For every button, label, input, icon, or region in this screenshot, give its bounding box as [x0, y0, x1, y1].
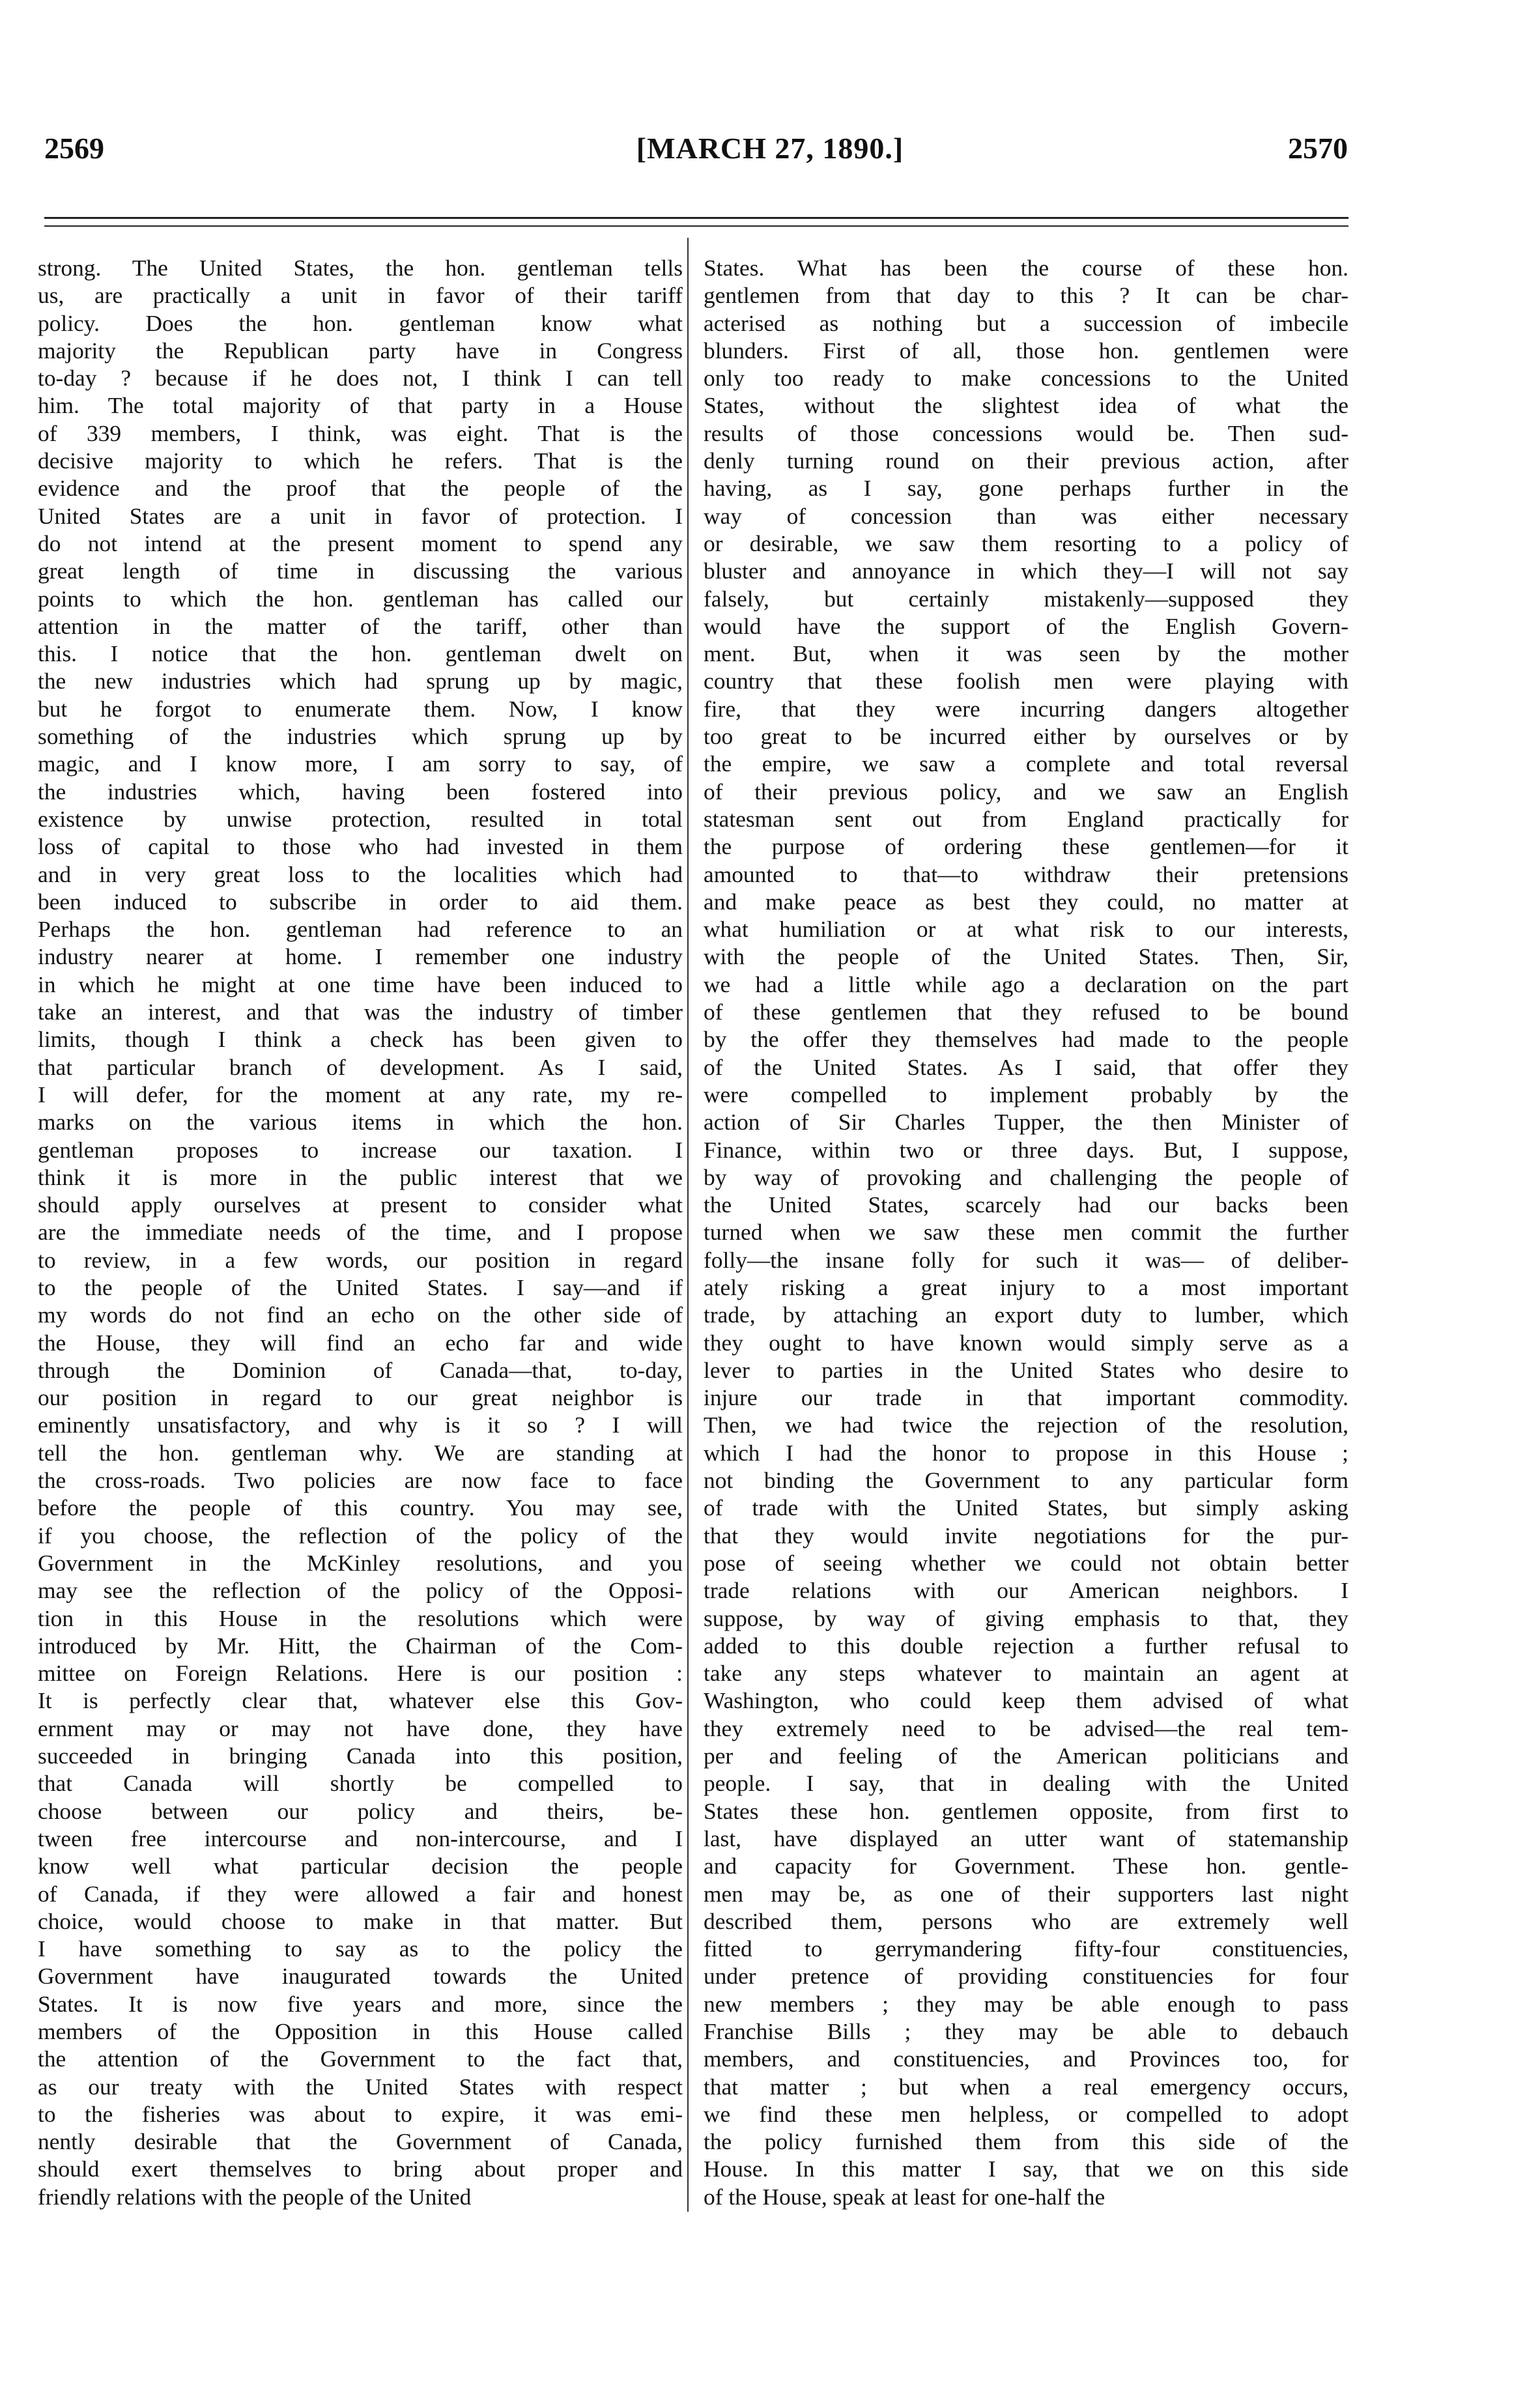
text-line: points to which the hon. gentleman has called our	[38, 585, 683, 612]
text-line: of Canada, if they were allowed a fair and honest	[38, 1880, 683, 1907]
text-line: take any steps whatever to maintain an agent at	[704, 1660, 1348, 1687]
text-line: know well what particular decision the people	[38, 1853, 683, 1879]
text-line: limits, though I think a check has been given to	[38, 1026, 683, 1053]
text-line: nently desirable that the Government of Canada,	[38, 2128, 683, 2155]
text-line: Finance, within two or three days. But, I suppose,	[704, 1136, 1348, 1163]
text-line: to review, in a few words, our position in regard	[38, 1246, 683, 1273]
text-line: the policy furnished them from this side of the	[704, 2128, 1348, 2155]
text-line: new members ; they may be able enough to pass	[704, 1990, 1348, 2017]
text-line: industry nearer at home. I remember one industry	[38, 943, 683, 970]
text-line: evidence and the proof that the people of the	[38, 475, 683, 502]
text-line: It is perfectly clear that, whatever else this Gov-	[38, 1687, 683, 1714]
text-line: and make peace as best they could, no matter at	[704, 888, 1348, 915]
text-line: Government in the McKinley resolutions, and you	[38, 1549, 683, 1576]
text-line: to-day ? because if he does not, I think I can tell	[38, 365, 683, 392]
text-line: ment. But, when it was seen by the mother	[704, 640, 1348, 667]
text-line: pose of seeing whether we could not obtain better	[704, 1549, 1348, 1576]
text-line: the House, they will find an echo far and wide	[38, 1329, 683, 1356]
text-line: been induced to subscribe in order to aid them.	[38, 888, 683, 915]
text-line: majority the Republican party have in Congress	[38, 337, 683, 364]
text-line: by the offer they themselves had made to the people	[704, 1026, 1348, 1053]
text-line: fitted to gerrymandering fifty-four constituencies,	[704, 1935, 1348, 1962]
text-line: per and feeling of the American politicians and	[704, 1743, 1348, 1769]
right-column	[704, 254, 1348, 2210]
text-line: not binding the Government to any particular form	[704, 1467, 1348, 1494]
text-line: only too ready to make concessions to the United	[704, 365, 1348, 392]
text-line: folly—the insane folly for such it was— of deliber-	[704, 1246, 1348, 1273]
text-line: before the people of this country. You may see,	[38, 1494, 683, 1521]
text-line: choice, would choose to make in that matter. But	[38, 1907, 683, 1934]
text-line: great length of time in discussing the various	[38, 558, 683, 584]
text-line: through the Dominion of Canada—that, to-day,	[38, 1356, 683, 1383]
text-line: that matter ; but when a real emergency occurs,	[704, 2073, 1348, 2100]
text-line: loss of capital to those who had invested in them	[38, 833, 683, 860]
text-line: in which he might at one time have been induced to	[38, 971, 683, 997]
text-line: may see the reflection of the policy of the Opposi-	[38, 1577, 683, 1604]
text-line: members, and constituencies, and Provinces too, for	[704, 2046, 1348, 2072]
text-line: the attention of the Government to the fact that,	[38, 2046, 683, 2072]
text-line: policy. Does the hon. gentleman know what	[38, 309, 683, 336]
text-line: with the people of the United States. Then, Sir,	[704, 943, 1348, 970]
text-line: I will defer, for the moment at any rate, my re-	[38, 1081, 683, 1107]
text-line: ately risking a great injury to a most important	[704, 1274, 1348, 1300]
text-line: we find these men helpless, or compelled to adopt	[704, 2100, 1348, 2127]
text-line: we had a little while ago a declaration on the part	[704, 971, 1348, 997]
text-line: way of concession than was either necessary	[704, 502, 1348, 529]
text-line: of the United States. As I said, that offer they	[704, 1053, 1348, 1080]
text-line: Washington, who could keep them advised of what	[704, 1687, 1348, 1714]
text-line: blunders. First of all, those hon. gentlemen were	[704, 337, 1348, 364]
text-line: mittee on Foreign Relations. Here is our position :	[38, 1660, 683, 1687]
text-line: if you choose, the reflection of the policy of the	[38, 1522, 683, 1549]
text-line: States these hon. gentlemen opposite, from first to	[704, 1797, 1348, 1824]
text-line: friendly relations with the people of the United	[38, 2183, 472, 2210]
text-line: added to this double rejection a further refusal to	[704, 1632, 1348, 1659]
text-line: denly turning round on their previous action, after	[704, 448, 1348, 474]
text-line: of these gentlemen that they refused to be bound	[704, 999, 1348, 1025]
text-line: the cross-roads. Two policies are now face to face	[38, 1467, 683, 1494]
text-line: us, are practically a unit in favor of their tariff	[38, 282, 683, 309]
text-line: I have something to say as to the policy the	[38, 1935, 683, 1962]
text-line: should apply ourselves at present to consider what	[38, 1192, 683, 1218]
text-line: under pretence of providing constituencies for four	[704, 1963, 1348, 1990]
text-line: as our treaty with the United States with respect	[38, 2073, 683, 2100]
text-line: they ought to have known would simply serve as a	[704, 1329, 1348, 1356]
text-line: eminently unsatisfactory, and why is it so ? I will	[38, 1412, 683, 1438]
text-line: last, have displayed an utter want of statemanship	[704, 1825, 1348, 1851]
text-line: or desirable, we saw them resorting to a policy of	[704, 530, 1348, 556]
text-line: United States are a unit in favor of protection. I	[38, 502, 683, 529]
header-rule	[44, 217, 1348, 219]
text-line: statesman sent out from England practically for	[704, 805, 1348, 832]
text-line: to the people of the United States. I say—and if	[38, 1274, 683, 1300]
text-line: but he forgot to enumerate them. Now, I know	[38, 695, 683, 722]
text-line: to the fisheries was about to expire, it was emi-	[38, 2100, 683, 2127]
text-line: tion in this House in the resolutions which were	[38, 1605, 683, 1631]
text-line: having, as I say, gone perhaps further in the	[704, 475, 1348, 502]
text-line: are the immediate needs of the time, and I propose	[38, 1219, 683, 1246]
text-line: introduced by Mr. Hitt, the Chairman of the Com-	[38, 1632, 683, 1659]
text-line: injure our trade in that important commodity.	[704, 1384, 1348, 1411]
text-line: succeeded in bringing Canada into this position,	[38, 1743, 683, 1769]
text-line: of the House, speak at least for one-half the	[704, 2183, 1105, 2210]
text-line: people. I say, that in dealing with the United	[704, 1770, 1348, 1797]
text-line: House. In this matter I say, that we on this side	[704, 2156, 1348, 2182]
text-line: that particular branch of development. As I said,	[38, 1053, 683, 1080]
left-column	[38, 254, 683, 2210]
text-line: States, without the slightest idea of what the	[704, 392, 1348, 419]
text-line: Franchise Bills ; they may be able to debauch	[704, 2018, 1348, 2044]
text-line: think it is more in the public interest that we	[38, 1164, 683, 1190]
right-page-number: 2570	[1288, 132, 1348, 165]
text-line: bluster and annoyance in which they—I will not say	[704, 558, 1348, 584]
text-line: falsely, but certainly mistakenly—supposed they	[704, 585, 1348, 612]
text-line: gentlemen from that day to this ? It can be char-	[704, 282, 1348, 309]
text-line: they extremely need to be advised—the real tem-	[704, 1715, 1348, 1741]
text-line: fire, that they were incurring dangers altogether	[704, 695, 1348, 722]
column-divider	[687, 238, 689, 2212]
text-line: too great to be incurred either by ourselves or by	[704, 723, 1348, 750]
text-line: described them, persons who are extremely well	[704, 1907, 1348, 1934]
text-line: by way of provoking and challenging the people of	[704, 1164, 1348, 1190]
text-line: should exert themselves to bring about proper and	[38, 2156, 683, 2182]
text-line: were compelled to implement probably by the	[704, 1081, 1348, 1107]
text-line: existence by unwise protection, resulted in total	[38, 805, 683, 832]
text-line: Government have inaugurated towards the United	[38, 1963, 683, 1990]
text-line: the purpose of ordering these gentlemen—for it	[704, 833, 1348, 860]
text-line: turned when we saw these men commit the further	[704, 1219, 1348, 1246]
text-line: marks on the various items in which the hon.	[38, 1109, 683, 1135]
text-line: the empire, we saw a complete and total reversal	[704, 750, 1348, 777]
text-line: take an interest, and that was the industry of timber	[38, 999, 683, 1025]
text-line: decisive majority to which he refers. That is the	[38, 448, 683, 474]
text-line: action of Sir Charles Tupper, the then Minister of	[704, 1109, 1348, 1135]
left-page-number: 2569	[44, 132, 104, 165]
text-line: suppose, by way of giving emphasis to that, they	[704, 1605, 1348, 1631]
text-line: what humiliation or at what risk to our interests,	[704, 916, 1348, 943]
text-line: would have the support of the English Govern-	[704, 612, 1348, 639]
text-line: States. What has been the course of these hon.	[704, 255, 1348, 281]
text-line: country that these foolish men were playing with	[704, 668, 1348, 694]
text-line: lever to parties in the United States who desire to	[704, 1356, 1348, 1383]
text-line: of their previous policy, and we saw an English	[704, 778, 1348, 805]
text-line: tween free intercourse and non-intercourse, and I	[38, 1825, 683, 1851]
text-line: Then, we had twice the rejection of the resolution,	[704, 1412, 1348, 1438]
text-line: of trade with the United States, but simply asking	[704, 1494, 1348, 1521]
text-line: and capacity for Government. These hon. gentle-	[704, 1853, 1348, 1879]
text-line: that Canada will shortly be compelled to	[38, 1770, 683, 1797]
text-line: magic, and I know more, I am sorry to say, of	[38, 750, 683, 777]
text-line: attention in the matter of the tariff, other than	[38, 612, 683, 639]
text-line: which I had the honor to propose in this House ;	[704, 1439, 1348, 1466]
text-line: the United States, scarcely had our backs been	[704, 1192, 1348, 1218]
text-line: our position in regard to our great neighbor is	[38, 1384, 683, 1411]
text-line: States. It is now five years and more, since the	[38, 1990, 683, 2017]
text-line: trade, by attaching an export duty to lumber, which	[704, 1302, 1348, 1328]
text-line: gentleman proposes to increase our taxation. I	[38, 1136, 683, 1163]
text-line: the new industries which had sprung up by magic,	[38, 668, 683, 694]
text-line: do not intend at the present moment to spend any	[38, 530, 683, 556]
text-line: this. I notice that the hon. gentleman dwelt on	[38, 640, 683, 667]
text-line: that they would invite negotiations for the pur-	[704, 1522, 1348, 1549]
text-line: men may be, as one of their supporters last night	[704, 1880, 1348, 1907]
text-line: and in very great loss to the localities which had	[38, 861, 683, 887]
text-line: choose between our policy and theirs, be-	[38, 1797, 683, 1824]
text-line: of 339 members, I think, was eight. That is the	[38, 420, 683, 446]
text-line: tell the hon. gentleman why. We are standing at	[38, 1439, 683, 1466]
text-line: ernment may or may not have done, they have	[38, 1715, 683, 1741]
page-date: [MARCH 27, 1890.]	[636, 132, 904, 165]
text-line: trade relations with our American neighbors. I	[704, 1577, 1348, 1604]
header-rule-thin	[44, 225, 1348, 227]
text-line: results of those concessions would be. Then sud-	[704, 420, 1348, 446]
text-line: the industries which, having been fostered into	[38, 778, 683, 805]
text-line: my words do not find an echo on the other side of	[38, 1302, 683, 1328]
text-line: members of the Opposition in this House called	[38, 2018, 683, 2044]
text-line: strong. The United States, the hon. gentleman tells	[38, 255, 683, 281]
text-line: him. The total majority of that party in a House	[38, 392, 683, 419]
text-line: acterised as nothing but a succession of imbecile	[704, 309, 1348, 336]
text-line: amounted to that—to withdraw their pretensions	[704, 861, 1348, 887]
text-line: something of the industries which sprung up by	[38, 723, 683, 750]
text-line: Perhaps the hon. gentleman had reference to an	[38, 916, 683, 943]
